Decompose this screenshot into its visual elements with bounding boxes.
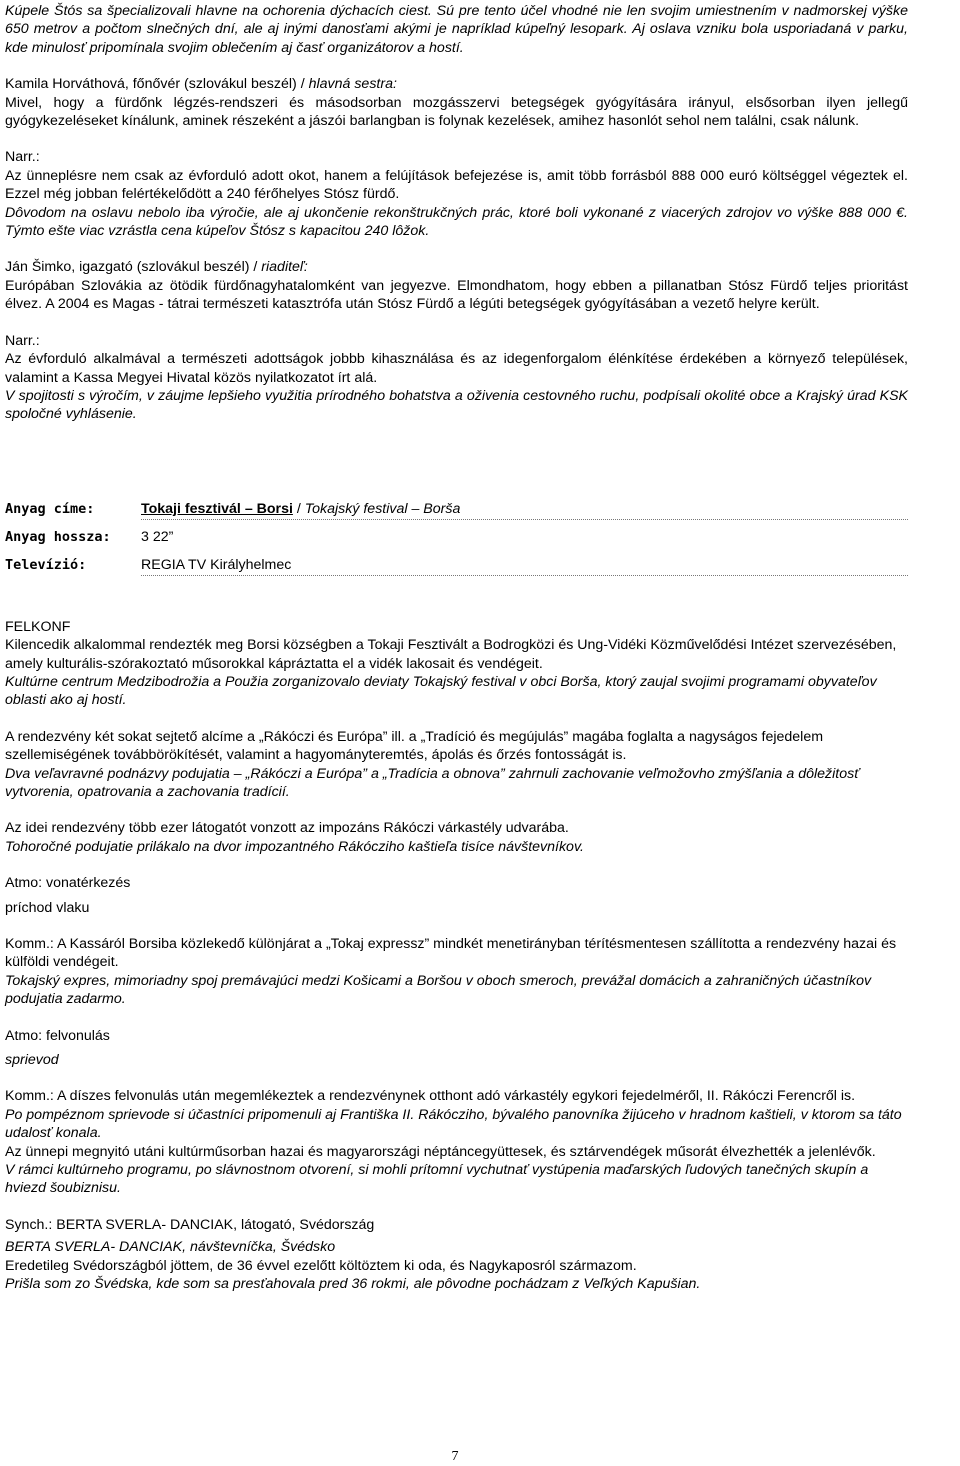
paragraph-sk: Dva veľavravné podnázvy podujatia – „Rákóczi a Európa” a „Tradícia a obnova” zahrnuli zachovanie veľmožovho zmýšľania a dôležitosť vytvorenia, opatrovania a zachovania tradícií.: [5, 765, 860, 800]
felkonf-sk: Kultúrne centrum Medzibodrožia a Použia zorganizovalo deviaty Tokajský festival v obci Borša, ktorý zaujal svojimi programami obyvateľov oblasti ako aj hostí.: [5, 673, 877, 709]
speaker-hu: Ján Šimko, igazgató (szlovákul beszél) /: [5, 259, 262, 276]
komm-hu-2: Az ünnepi megnyitó utáni kultúrműsorban hazai és magyarországi néptáncegyüttesek, és sztárvendégek műsorát élvezhették a jelenlévők.: [5, 1143, 876, 1160]
narr-sk: Dôvodom na oslavu nebolo iba výročie, ale aj ukončenie rekonštrukčných prác, ktoré boli vykonané z viacerých zdrojov vo výške 888 000 €. Týmto ešte viac vzrástla cena kúpeľov Štósz s kapacitou 240 lôžok.: [5, 204, 908, 240]
title-hu: Tokaji fesztivál – Borsi: [141, 500, 293, 517]
narr-hu: Az évforduló alkalmával a természeti adottságok jobbb kihasználása és az idegenforgalom élénkítése érdekében a környező települések, valamint a Kassa Megyei Hivatal közös nyilatkozatot írt alá.: [5, 351, 908, 386]
speaker-line-horvathova: [5, 75, 908, 93]
komm-hu: Komm.: A díszes felvonulás után megemlékeztek a rendezvénynek otthont adó várkastély egykori fejedelméről, II. Rákóczi Ferencről is.: [5, 1088, 856, 1105]
felkonf-hu: Kilencedik alkalommal rendezték meg Borsi községben a Tokaji Fesztivált a Bodrogközi és Ung-Vidéki Közművelődési Intézet szervezésében, amely kulturális-szórakoztató műsorokkal kápráztatta el a vidék lakosait és vendégeit.: [5, 637, 897, 672]
meta-title-label: Anyag címe:: [5, 500, 95, 517]
quote-hu: Európában Szlovákia az ötödik fürdőnagyhatalomként van jegyezve. Elmondhatom, hogy ebben a pillanatban Stósz Fürdő teljes prioritást élvez. A 2004 es Magas - tátrai természeti katasztrófa után Stósz Fürdő a légúti betegségek gyógyításában a vezető helyre került.: [5, 277, 908, 313]
page-number: 7: [451, 1449, 459, 1464]
meta-tv-label: Televízió:: [5, 556, 87, 573]
synch-hu-2: Eredetileg Svédországból jöttem, de 36 évvel ezelőtt költöztem ki oda, és Nagykaposról származom.: [5, 1257, 637, 1274]
narr-label: Narr.:: [5, 332, 40, 349]
atmo-sk: príchod vlaku: [5, 899, 90, 916]
intro-paragraph-sk: Kúpele Štós sa špecializovali hlavne na ochorenia dýchacích ciest. Sú pre tento účel vhodné nie len svojim umiestnením v nadmorskej výške 650 metrov a počtom slnečných dní, ale aj inými danosťami akými je napríklad kúpeľný lesopark. Aj oslava vzniku bola usporiadaná v parku, kde minulosť pripomínala svojim oblečením aj časť organizátorov a hostí.: [5, 3, 908, 56]
komm-sk: Tokajský expres, mimoriadny spoj premávajúci medzi Košicami a Boršou v oboch smeroch, prevážal domácich a zahraničných účastníkov podujatia zadarmo.: [5, 972, 872, 1008]
speaker-line-simko: [5, 258, 908, 276]
meta-title-row: [5, 500, 908, 528]
narr-hu: Az ünneplésre nem csak az évforduló adott okot, hanem a felújítások befejezése is, amit több forrásból 888 000 euró költséggel végeztek el. Ezzel még jobban felértékelődött a 240 férőhelyes Stósz fürdő.: [5, 167, 908, 203]
narr-sk: V spojitosti s výročím, v záujme lepšieho využitia prírodného bohatstva a oživenia cestovného ruchu, podpísali okolité obce a Krajský úrad KSK spoločné vyhlásenie.: [5, 387, 908, 423]
title-separator: /: [292, 500, 305, 517]
komm-sk: Po pompéznom sprievode si účastníci pripomenuli aj Františka II. Rákócziho, bývalého panovníka žijúceho v hradnom kaštieli, v ktorom sa táto udalosť konala.: [5, 1106, 902, 1142]
meta-length-value: 3 22”: [141, 528, 174, 545]
synch-hu: Synch.: BERTA SVERLA- DANCIAK, látogató, Svédország: [5, 1216, 375, 1233]
meta-title-value: [141, 500, 460, 518]
synch-sk: BERTA SVERLA- DANCIAK, návštevníčka, Švédsko: [5, 1239, 336, 1256]
felkonf-label: FELKONF: [5, 618, 71, 635]
meta-tv-value: REGIA TV Királyhelmec: [141, 556, 292, 573]
komm-hu: Komm.: A Kassáról Borsiba közlekedő különjárat a „Tokaj expressz” mindkét menetirányban térítésmentesen szállította a rendezvény hazai és külföldi vendégeit.: [5, 936, 897, 971]
meta-tv-row: [5, 556, 908, 584]
meta-length-row: [5, 528, 908, 556]
paragraph-hu: A rendezvény két sokat sejtető alcíme a „Rákóczi és Európa” ill. a „Tradíció és megújulás” magába foglalta a nagyságos fejedelem szellemiségének továbbörökítését, valamint a hagyományteremtés, ápolás és őrzés fontosságát is.: [5, 728, 824, 764]
atmo-sk: sprievod: [5, 1052, 59, 1069]
komm-sk-2: V rámci kultúrneho programu, po slávnostnom otvorení, si mohli prítomní vychutnať vystúpenia maďarských ľudových tanečných skupín a hviezd šoubiznisu.: [5, 1162, 869, 1197]
quote-hu: Mivel, hogy a fürdőnk légzés-rendszeri és másodsorban mozgásszervi betegségek gyógyítására irányul, elsősorban ilyen jellegű gyógykezeléseket kínálunk, aminek részeként a jászói barlangban is folynak kezelések, amihez hasonlót sehol nem találni, csak nálunk.: [5, 94, 908, 130]
dotted-rule: [141, 519, 908, 520]
atmo-hu: Atmo: felvonulás: [5, 1027, 110, 1044]
paragraph-sk: Tohoročné podujatie prilákalo na dvor impozantného Rákócziho kaštieľa tisíce návštevníkov.: [5, 838, 584, 855]
speaker-sk: riaditeľ:: [261, 259, 308, 276]
paragraph-hu: Az idei rendezvény több ezer látogatót vonzott az impozáns Rákóczi várkastély udvarába.: [5, 820, 569, 837]
title-sk: Tokajský festival – Borša: [304, 500, 461, 517]
atmo-hu: Atmo: vonatérkezés: [5, 875, 131, 892]
speaker-hu: Kamila Horváthová, főnővér (szlovákul beszél) /: [5, 76, 309, 93]
narr-label: Narr.:: [5, 149, 40, 166]
speaker-sk: hlavná sestra:: [308, 76, 397, 93]
synch-sk-2: Prišla som zo Švédska, kde som sa presťahovala pred 36 rokmi, ale pôvodne pochádzam z Veľkých Kapušian.: [5, 1276, 701, 1293]
dotted-rule: [141, 575, 908, 576]
meta-length-label: Anyag hossza:: [5, 528, 111, 545]
document-page: [5, 2, 908, 1294]
